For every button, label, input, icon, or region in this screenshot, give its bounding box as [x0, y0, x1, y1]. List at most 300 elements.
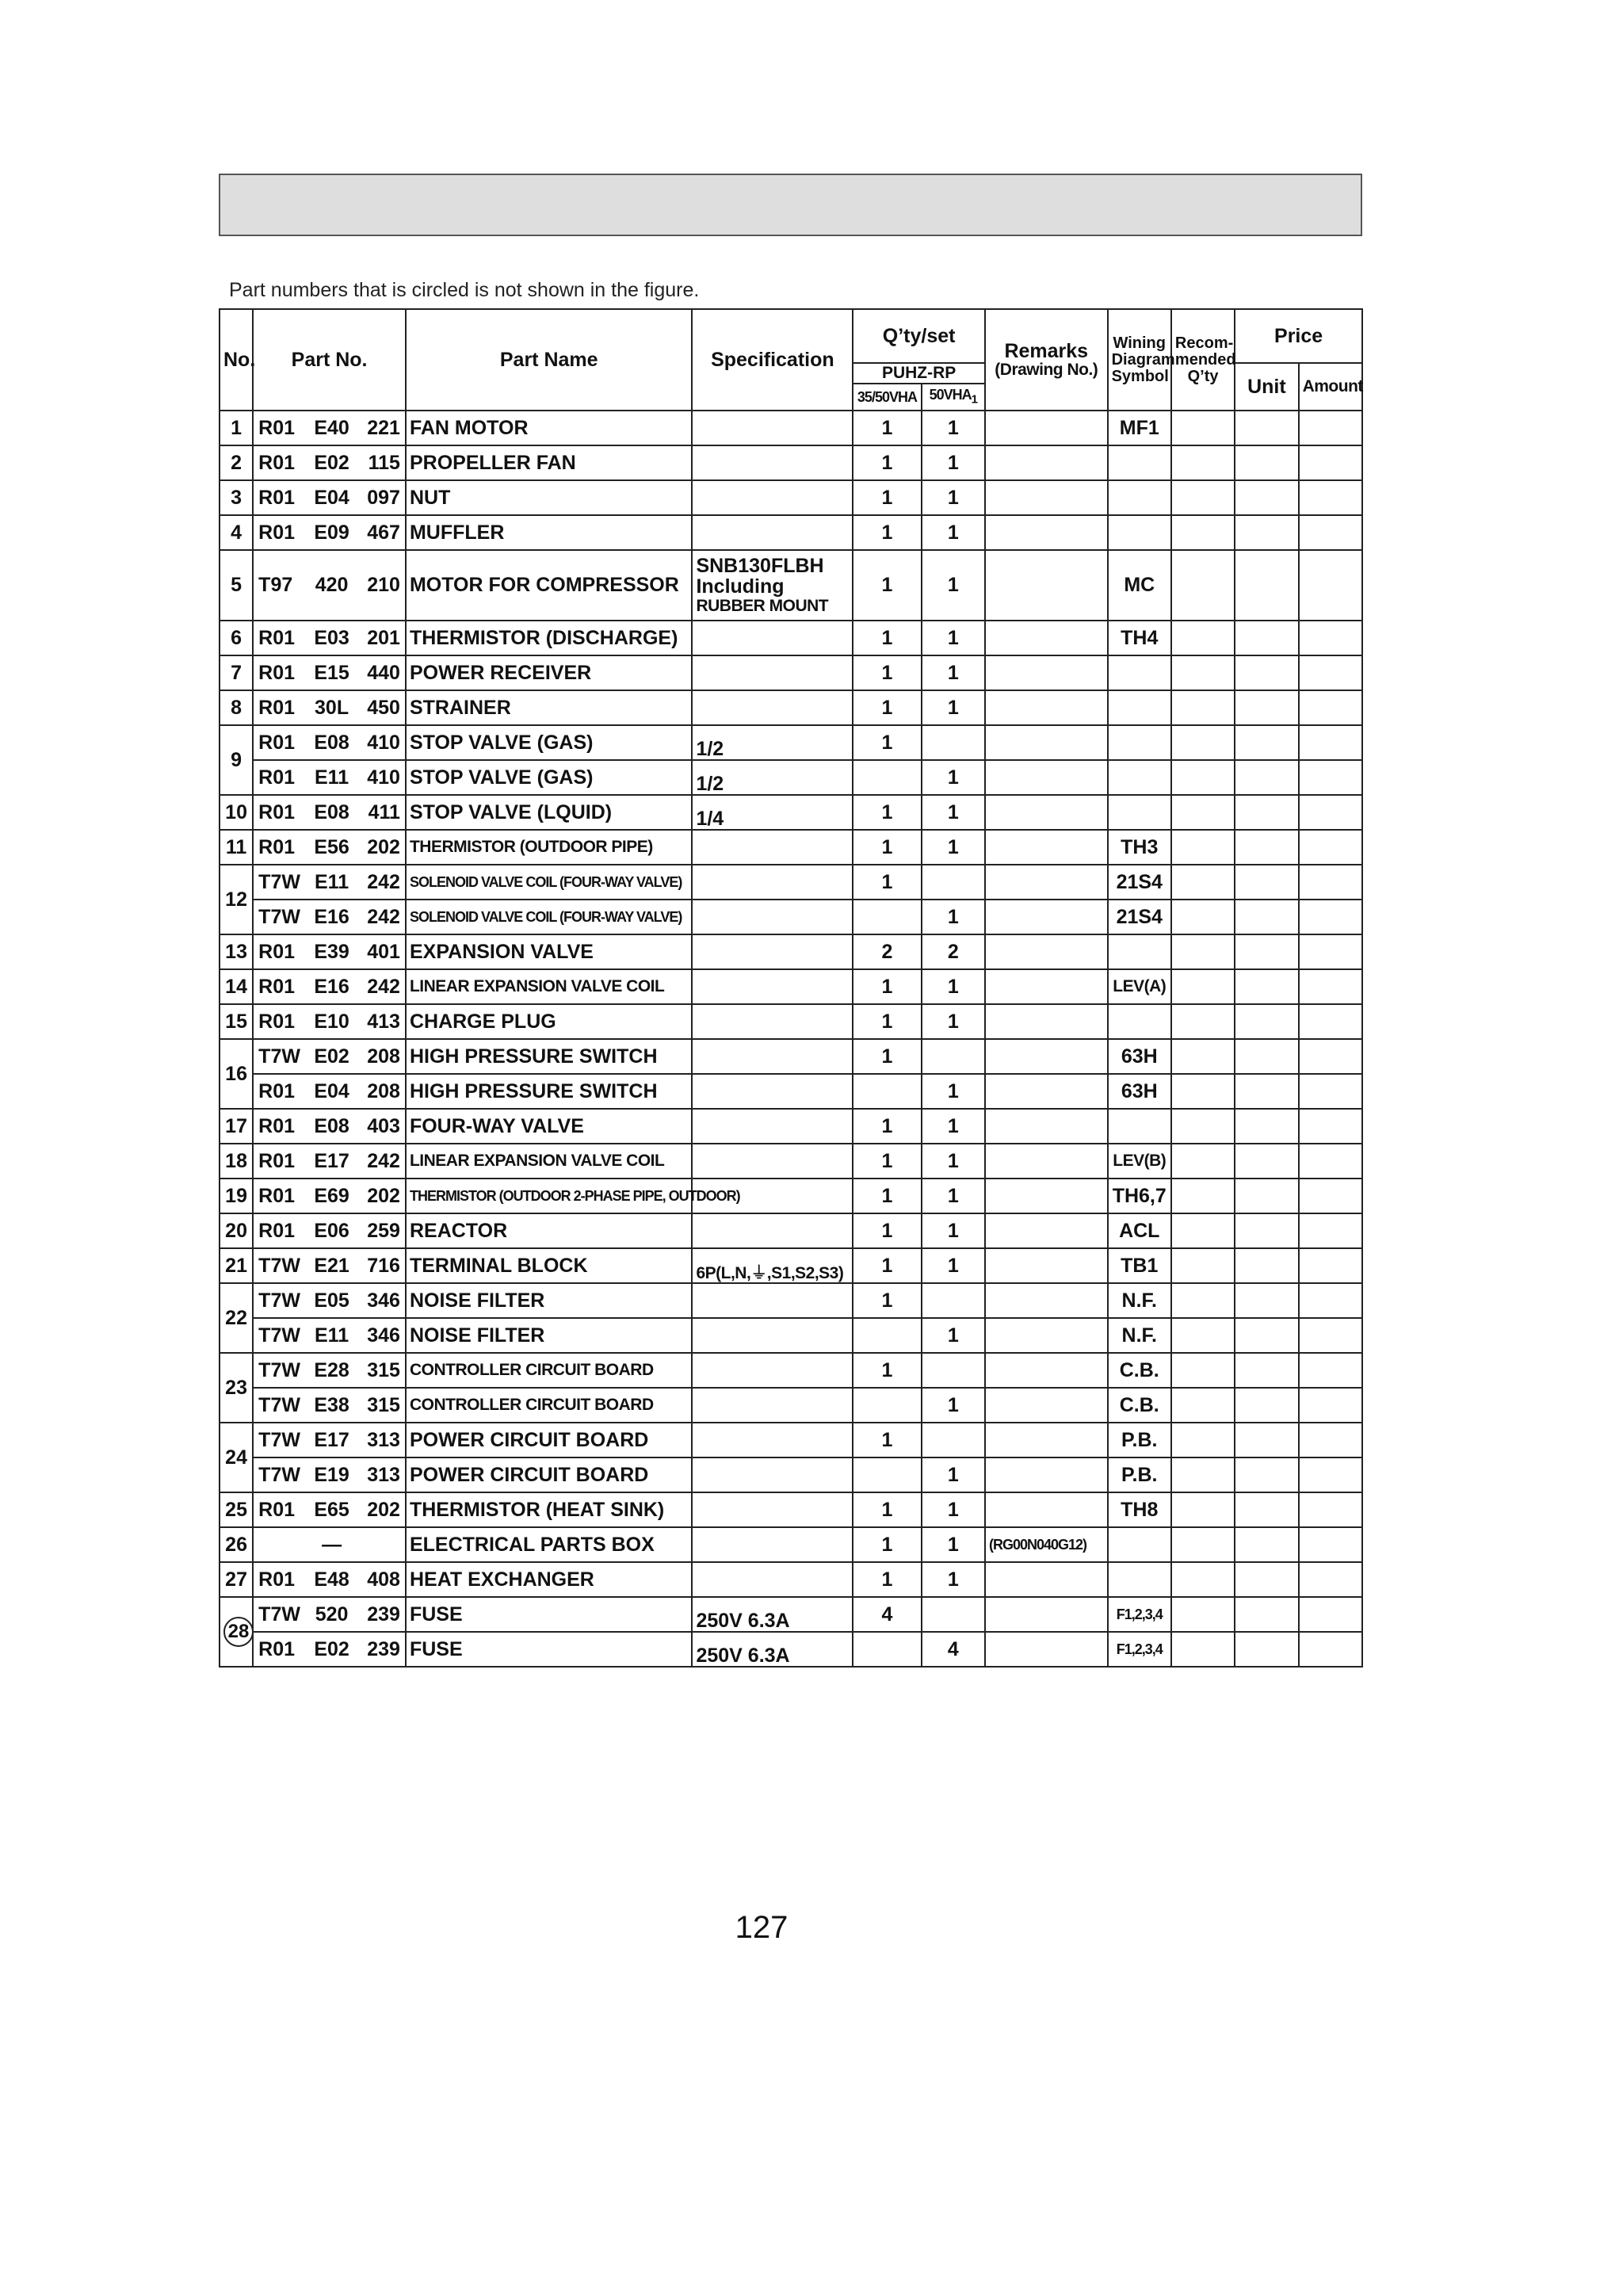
part-no-segment: 239 [367, 1637, 400, 1660]
table-row [220, 830, 1362, 865]
row-number: 25 [225, 1498, 247, 1521]
cell-part-name: PROPELLER FAN [406, 445, 692, 480]
cell-wiring-symbol [1108, 480, 1171, 515]
part-no-segment: 210 [367, 574, 400, 597]
spec-line: RUBBER MOUNT [696, 596, 829, 615]
cell-price-unit [1235, 1039, 1298, 1074]
circled-number: 28 [223, 1617, 254, 1647]
cell-part-no [253, 1039, 406, 1074]
cell-qty-35-50vha: 1 [853, 795, 921, 830]
cell-price-amount [1299, 1179, 1362, 1213]
cell-qty-50vha1: 1 [922, 795, 985, 830]
row-number: 23 [225, 1376, 247, 1399]
cell-qty-50vha1: 1 [922, 480, 985, 515]
cell-part-name: NUT [406, 480, 692, 515]
table-row [220, 1283, 1362, 1318]
row-number: 10 [225, 800, 247, 823]
cell-price-unit [1235, 621, 1298, 655]
row-number: 13 [225, 940, 247, 963]
part-no-segment: R01 [258, 766, 296, 789]
cell-qty-50vha1: 4 [922, 1632, 985, 1667]
cell-part-no [253, 1388, 406, 1423]
cell-qty-50vha1: 1 [922, 445, 985, 480]
table-row [220, 690, 1362, 725]
cell-qty-50vha1: 1 [922, 621, 985, 655]
table-row [220, 1144, 1362, 1179]
cell-no [220, 550, 253, 621]
part-no-segment: 313 [367, 1463, 400, 1486]
cell-remarks [985, 865, 1108, 900]
part-no-segment: 097 [367, 486, 400, 509]
cell-no [220, 1492, 253, 1527]
cell-specification: 250V 6.3A [692, 1632, 853, 1667]
cell-qty-35-50vha: 1 [853, 445, 921, 480]
part-no-segment: R01 [258, 451, 296, 474]
part-no-segment: E11 [315, 870, 349, 893]
cell-no [220, 480, 253, 515]
cell-no [220, 1039, 253, 1109]
cell-qty-50vha1: 1 [922, 690, 985, 725]
cell-qty-35-50vha: 4 [853, 1597, 921, 1632]
header-wiring-3: Symbol [1111, 367, 1169, 385]
part-no-segment: T7W [258, 870, 300, 893]
cell-price-unit [1235, 445, 1298, 480]
cell-recommended-qty [1171, 411, 1235, 445]
cell-qty-50vha1: 1 [922, 1562, 985, 1597]
cell-wiring-symbol: C.B. [1108, 1388, 1171, 1423]
cell-price-amount [1299, 1248, 1362, 1283]
cell-specification: 250V 6.3A [692, 1597, 853, 1632]
part-no-segment: R01 [258, 521, 296, 544]
cell-part-no [253, 690, 406, 725]
header-col-a: 35/50VHA [853, 384, 921, 411]
cell-recommended-qty [1171, 969, 1235, 1004]
cell-remarks [985, 900, 1108, 934]
cell-recommended-qty [1171, 1562, 1235, 1597]
cell-price-unit [1235, 1597, 1298, 1632]
part-no-segment: R01 [258, 975, 296, 998]
cell-part-name: TERMINAL BLOCK [406, 1248, 692, 1283]
cell-wiring-symbol [1108, 1527, 1171, 1562]
table-row [220, 795, 1362, 830]
cell-specification [692, 690, 853, 725]
part-no-segment: R01 [258, 1184, 296, 1207]
table-body [220, 411, 1362, 1667]
cell-qty-35-50vha [853, 900, 921, 934]
cell-wiring-symbol: F1,2,3,4 [1108, 1597, 1171, 1632]
cell-no [220, 934, 253, 969]
cell-qty-35-50vha: 2 [853, 934, 921, 969]
cell-remarks [985, 830, 1108, 865]
part-no-segment: T7W [258, 1324, 300, 1347]
cell-recommended-qty [1171, 550, 1235, 621]
cell-part-no [253, 1144, 406, 1179]
part-no-segment: 115 [368, 451, 400, 474]
cell-no [220, 655, 253, 690]
cell-part-name: STRAINER [406, 690, 692, 725]
page-number: 127 [735, 1910, 788, 1945]
cell-wiring-symbol: TH6,7 [1108, 1179, 1171, 1213]
cell-part-name: HIGH PRESSURE SWITCH [406, 1074, 692, 1109]
cell-qty-35-50vha: 1 [853, 1283, 921, 1318]
part-no-segment: E11 [315, 766, 349, 789]
cell-price-amount [1299, 411, 1362, 445]
cell-qty-50vha1: 1 [922, 1388, 985, 1423]
cell-wiring-symbol: C.B. [1108, 1353, 1171, 1388]
cell-remarks [985, 1144, 1108, 1179]
cell-price-unit [1235, 1423, 1298, 1457]
part-no-segment: E04 [314, 1079, 349, 1102]
cell-price-amount [1299, 655, 1362, 690]
cell-part-name: FUSE [406, 1597, 692, 1632]
cell-part-no [253, 725, 406, 760]
cell-recommended-qty [1171, 1632, 1235, 1667]
cell-qty-35-50vha: 1 [853, 690, 921, 725]
cell-price-amount [1299, 1109, 1362, 1144]
cell-part-no [253, 900, 406, 934]
cell-price-amount [1299, 1457, 1362, 1492]
cell-recommended-qty [1171, 725, 1235, 760]
header-col-b [922, 384, 985, 411]
table-row [220, 1527, 1362, 1562]
cell-remarks [985, 725, 1108, 760]
cell-price-amount [1299, 1388, 1362, 1423]
part-no-segment: E08 [314, 731, 349, 754]
cell-part-name: POWER CIRCUIT BOARD [406, 1423, 692, 1457]
cell-price-unit [1235, 1179, 1298, 1213]
cell-part-no [253, 1423, 406, 1457]
cell-qty-35-50vha: 1 [853, 1248, 921, 1283]
part-no-segment: E02 [314, 1637, 349, 1660]
cell-qty-35-50vha: 1 [853, 1492, 921, 1527]
part-no-segment: E16 [314, 905, 349, 928]
parts-table [219, 308, 1363, 1668]
header-wiring-symbol [1108, 309, 1175, 411]
cell-part-name: STOP VALVE (GAS) [406, 760, 692, 795]
part-no-segment: E10 [314, 1010, 349, 1033]
part-no-segment: E08 [314, 800, 349, 823]
cell-part-name: MUFFLER [406, 515, 692, 550]
cell-price-amount [1299, 1039, 1362, 1074]
cell-qty-50vha1: 1 [922, 411, 985, 445]
cell-qty-50vha1: 1 [922, 1527, 985, 1562]
cell-qty-50vha1: 1 [922, 1179, 985, 1213]
table-row [220, 760, 1362, 795]
header-unit: Unit [1235, 363, 1298, 411]
part-no-segment: E56 [314, 835, 349, 858]
cell-recommended-qty [1171, 1109, 1235, 1144]
cell-qty-50vha1 [922, 1423, 985, 1457]
header-wiring-2: Diagram [1111, 350, 1175, 369]
cell-price-unit [1235, 1318, 1298, 1353]
part-no-segment: E48 [314, 1568, 349, 1591]
cell-wiring-symbol: ACL [1108, 1213, 1171, 1248]
row-number: 12 [225, 888, 247, 911]
cell-price-unit [1235, 550, 1298, 621]
cell-recommended-qty [1171, 1597, 1235, 1632]
table-row [220, 1388, 1362, 1423]
cell-recommended-qty [1171, 1353, 1235, 1388]
cell-part-no [253, 1179, 406, 1213]
row-number: 4 [231, 521, 242, 544]
cell-part-name: POWER RECEIVER [406, 655, 692, 690]
cell-price-unit [1235, 795, 1298, 830]
cell-no [220, 865, 253, 934]
cell-part-name: ELECTRICAL PARTS BOX [406, 1527, 692, 1562]
table-row [220, 515, 1362, 550]
part-no-segment: 440 [367, 661, 400, 684]
cell-remarks [985, 1213, 1108, 1248]
part-no-segment: T7W [258, 1603, 300, 1626]
cell-wiring-symbol: F1,2,3,4 [1108, 1632, 1171, 1667]
cell-part-no [253, 1353, 406, 1388]
cell-no [220, 621, 253, 655]
cell-part-no [253, 621, 406, 655]
row-number: 17 [225, 1114, 247, 1137]
cell-price-unit [1235, 1144, 1298, 1179]
table-row [220, 480, 1362, 515]
cell-qty-50vha1: 1 [922, 1457, 985, 1492]
cell-no [220, 515, 253, 550]
part-no-segment: E38 [314, 1393, 349, 1416]
cell-specification [692, 900, 853, 934]
cell-price-unit [1235, 1004, 1298, 1039]
cell-specification [692, 1004, 853, 1039]
cell-price-unit [1235, 1109, 1298, 1144]
cell-specification [692, 621, 853, 655]
part-no-segment: E39 [314, 940, 349, 963]
cell-specification [692, 1457, 853, 1492]
part-no-segment: 202 [367, 1498, 400, 1521]
cell-remarks [985, 1109, 1108, 1144]
table-row [220, 1039, 1362, 1074]
cell-qty-35-50vha: 1 [853, 411, 921, 445]
cell-price-amount [1299, 480, 1362, 515]
cell-price-amount [1299, 900, 1362, 934]
cell-qty-50vha1: 1 [922, 1248, 985, 1283]
part-no-segment: 242 [367, 975, 400, 998]
cell-wiring-symbol [1108, 760, 1171, 795]
cell-price-unit [1235, 655, 1298, 690]
table-row [220, 969, 1362, 1004]
cell-no [220, 1562, 253, 1597]
table-row [220, 934, 1362, 969]
cell-part-name: THERMISTOR (DISCHARGE) [406, 621, 692, 655]
cell-remarks [985, 969, 1108, 1004]
cell-part-no [253, 865, 406, 900]
cell-price-amount [1299, 1527, 1362, 1562]
cell-qty-35-50vha [853, 1318, 921, 1353]
cell-qty-50vha1: 1 [922, 515, 985, 550]
table-row [220, 1353, 1362, 1388]
cell-part-no [253, 1213, 406, 1248]
cell-part-no [253, 1597, 406, 1632]
cell-price-amount [1299, 445, 1362, 480]
part-no-segment: R01 [258, 626, 296, 649]
part-no-segment: 315 [367, 1358, 400, 1381]
header-no: No. [220, 309, 253, 411]
part-no-segment: E17 [314, 1428, 349, 1451]
cell-wiring-symbol: LEV(B) [1108, 1144, 1171, 1179]
cell-price-amount [1299, 934, 1362, 969]
cell-qty-35-50vha: 1 [853, 1004, 921, 1039]
cell-specification [692, 655, 853, 690]
part-no-segment: 408 [367, 1568, 400, 1591]
cell-part-name: MOTOR FOR COMPRESSOR [406, 550, 692, 621]
header-rec-1: Recom- [1174, 334, 1234, 352]
cell-part-no [253, 760, 406, 795]
part-no-segment: 410 [367, 766, 400, 789]
row-number: 27 [225, 1568, 247, 1591]
spec-line: SNB130FLBH [696, 555, 824, 578]
cell-qty-50vha1: 1 [922, 655, 985, 690]
cell-remarks [985, 1248, 1108, 1283]
part-no-segment: E69 [314, 1184, 349, 1207]
cell-qty-50vha1: 1 [922, 1318, 985, 1353]
cell-recommended-qty [1171, 445, 1235, 480]
cell-wiring-symbol [1108, 445, 1171, 480]
part-no-segment: 413 [367, 1010, 400, 1033]
table-row [220, 411, 1362, 445]
part-no-segment: R01 [258, 1079, 296, 1102]
table-row [220, 1632, 1362, 1667]
cell-qty-50vha1: 1 [922, 1144, 985, 1179]
table-row [220, 550, 1362, 621]
cell-remarks [985, 1632, 1108, 1667]
table-row [220, 1004, 1362, 1039]
cell-specification [692, 411, 853, 445]
part-no-segment: E09 [314, 521, 349, 544]
cell-part-name: CONTROLLER CIRCUIT BOARD [406, 1353, 692, 1388]
cell-wiring-symbol: 63H [1108, 1039, 1171, 1074]
cell-price-amount [1299, 760, 1362, 795]
cell-recommended-qty [1171, 830, 1235, 865]
cell-no [220, 411, 253, 445]
cell-qty-50vha1 [922, 725, 985, 760]
cell-part-no [253, 934, 406, 969]
cell-qty-35-50vha: 1 [853, 1423, 921, 1457]
cell-wiring-symbol [1108, 934, 1171, 969]
part-no-segment: R01 [258, 1219, 296, 1242]
part-no-segment: R01 [258, 416, 296, 439]
part-no-segment: 315 [367, 1393, 400, 1416]
table-row [220, 1074, 1362, 1109]
row-number: 15 [225, 1010, 247, 1033]
part-no-segment: 401 [367, 940, 400, 963]
cell-qty-50vha1: 1 [922, 969, 985, 1004]
part-no-segment: E40 [314, 416, 349, 439]
cell-recommended-qty [1171, 1179, 1235, 1213]
cell-remarks [985, 1388, 1108, 1423]
cell-part-no [253, 480, 406, 515]
cell-no [220, 1248, 253, 1283]
cell-part-name: CHARGE PLUG [406, 1004, 692, 1039]
cell-recommended-qty [1171, 690, 1235, 725]
cell-part-name: FOUR-WAY VALVE [406, 1109, 692, 1144]
table-row [220, 1109, 1362, 1144]
part-no-segment: R01 [258, 731, 296, 754]
cell-specification [692, 550, 853, 621]
row-number: 21 [225, 1254, 247, 1277]
cell-wiring-symbol: P.B. [1108, 1457, 1171, 1492]
cell-wiring-symbol [1108, 690, 1171, 725]
cell-remarks: (RG00N040G12) [985, 1527, 1108, 1562]
cell-specification [692, 1492, 853, 1527]
cell-wiring-symbol: 21S4 [1108, 865, 1171, 900]
cell-price-amount [1299, 515, 1362, 550]
part-no-segment: 208 [367, 1079, 400, 1102]
cell-part-name: EXPANSION VALVE [406, 934, 692, 969]
part-no-segment: E16 [314, 975, 349, 998]
cell-recommended-qty [1171, 1283, 1235, 1318]
cell-part-no [253, 1318, 406, 1353]
cell-recommended-qty [1171, 1492, 1235, 1527]
table-row [220, 1492, 1362, 1527]
header-part-no: Part No. [253, 309, 406, 411]
cell-remarks [985, 655, 1108, 690]
table-row [220, 445, 1362, 480]
part-no-segment: 202 [367, 835, 400, 858]
cell-specification [692, 1039, 853, 1074]
cell-price-amount [1299, 1004, 1362, 1039]
cell-specification [692, 1318, 853, 1353]
cell-recommended-qty [1171, 1004, 1235, 1039]
cell-price-amount [1299, 969, 1362, 1004]
table-row [220, 1213, 1362, 1248]
part-no-segment: E19 [314, 1463, 349, 1486]
cell-wiring-symbol: 21S4 [1108, 900, 1171, 934]
cell-part-name: NOISE FILTER [406, 1283, 692, 1318]
header-specification: Specification [692, 309, 853, 411]
part-no-segment: R01 [258, 486, 296, 509]
row-number: 24 [225, 1446, 247, 1469]
cell-recommended-qty [1171, 515, 1235, 550]
cell-price-unit [1235, 515, 1298, 550]
part-no-segment: E65 [314, 1498, 349, 1521]
row-number: 16 [225, 1062, 247, 1085]
header-price: Price [1235, 309, 1362, 363]
cell-no [220, 1527, 253, 1562]
cell-no [220, 1597, 253, 1667]
cell-recommended-qty [1171, 480, 1235, 515]
part-no-segment: E04 [314, 486, 349, 509]
cell-qty-35-50vha: 1 [853, 1213, 921, 1248]
table-header [220, 309, 1362, 411]
part-no-segment: 242 [367, 905, 400, 928]
part-no-segment: 420 [315, 574, 349, 597]
cell-qty-35-50vha: 1 [853, 621, 921, 655]
row-number: 26 [225, 1533, 247, 1556]
cell-qty-50vha1: 1 [922, 1074, 985, 1109]
cell-wiring-symbol: N.F. [1108, 1318, 1171, 1353]
cell-price-unit [1235, 830, 1298, 865]
cell-price-unit [1235, 1457, 1298, 1492]
part-no-segment: 346 [367, 1289, 400, 1312]
part-no-segment: R01 [258, 661, 296, 684]
cell-wiring-symbol [1108, 1109, 1171, 1144]
cell-wiring-symbol [1108, 725, 1171, 760]
cell-qty-50vha1: 1 [922, 1109, 985, 1144]
header-rec-3: Q’ty [1187, 367, 1219, 385]
part-no-segment: T97 [258, 574, 293, 597]
cell-price-unit [1235, 725, 1298, 760]
cell-price-unit [1235, 865, 1298, 900]
cell-part-no [253, 445, 406, 480]
row-number: 7 [231, 661, 242, 684]
part-no-segment: R01 [258, 1010, 296, 1033]
cell-remarks [985, 1074, 1108, 1109]
cell-qty-35-50vha: 1 [853, 480, 921, 515]
